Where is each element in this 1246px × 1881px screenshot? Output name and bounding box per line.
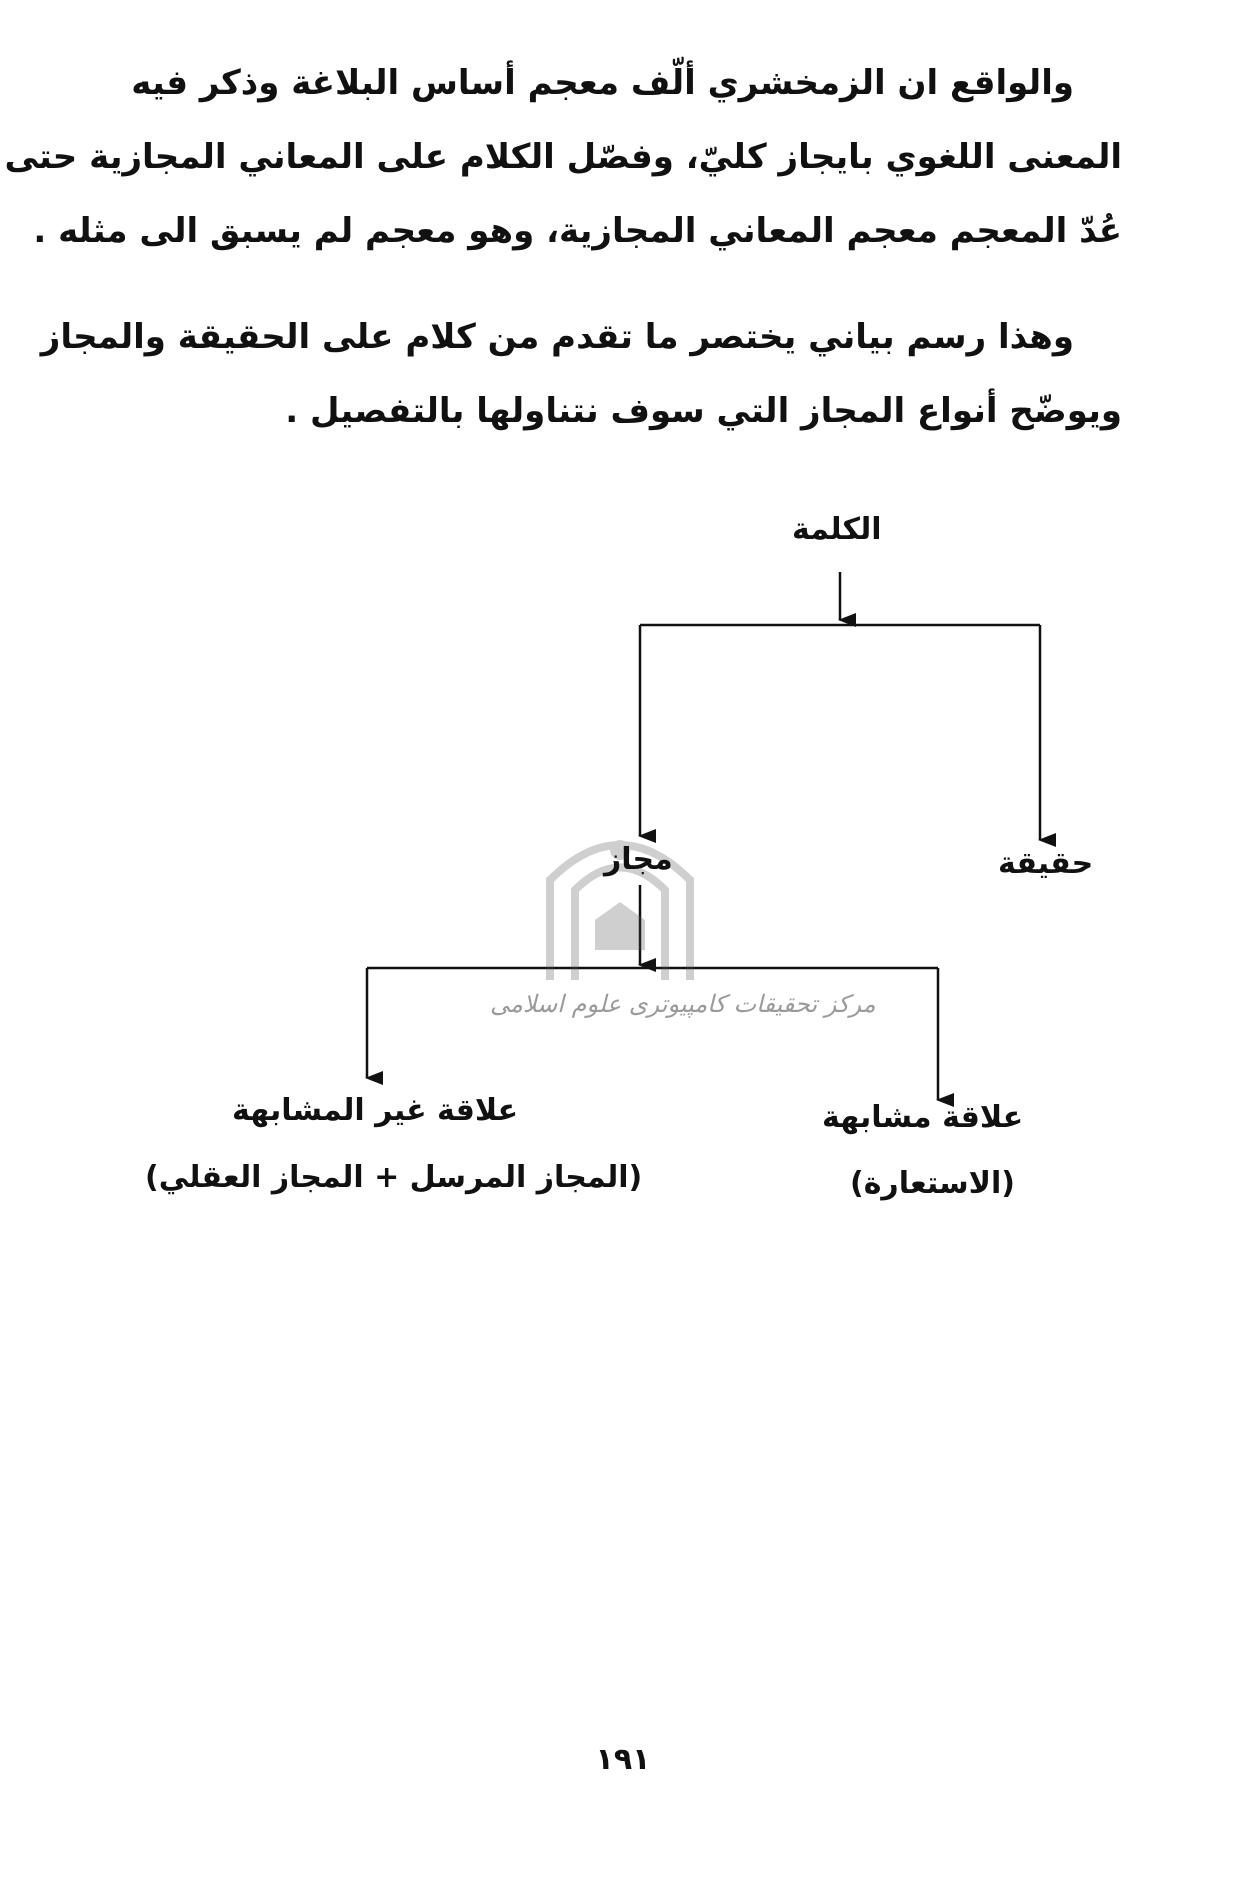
node-literal: حقيقة	[998, 846, 1094, 881]
node-similarity-example: (الاستعارة)	[850, 1166, 1015, 1201]
paragraph-line: عُدّ المعجم معجم المعاني المجازية، وهو معجم لم يسبق الى مثله .	[33, 211, 1122, 251]
institute-seal-icon	[520, 790, 720, 990]
page-number: ١٩١	[595, 1742, 651, 1777]
paragraph-line: ويوضّح أنواع المجاز التي سوف نتناولها بالتفصيل .	[285, 391, 1122, 431]
node-similarity-relation: علاقة مشابهة	[822, 1100, 1024, 1135]
watermark-caption: مرکز تحقیقات کامپیوتری علوم اسلامی	[490, 990, 876, 1018]
node-non-similarity-relation: علاقة غير المشابهة	[232, 1093, 519, 1128]
node-word: الكلمة	[792, 512, 882, 547]
paragraph-line: وهذا رسم بياني يختصر ما تقدم من كلام على الحقيقة والمجاز	[40, 317, 1074, 357]
node-non-similarity-example: (المجاز المرسل + المجاز العقلي)	[145, 1160, 643, 1195]
paragraph-line: المعنى اللغوي بايجاز كليّ، وفصّل الكلام على المعاني المجازية حتى	[4, 137, 1122, 177]
node-figurative: مجاز	[604, 842, 673, 877]
paragraph-line: والواقع ان الزمخشري ألّف معجم أساس البلاغة وذكر فيه	[131, 63, 1074, 103]
